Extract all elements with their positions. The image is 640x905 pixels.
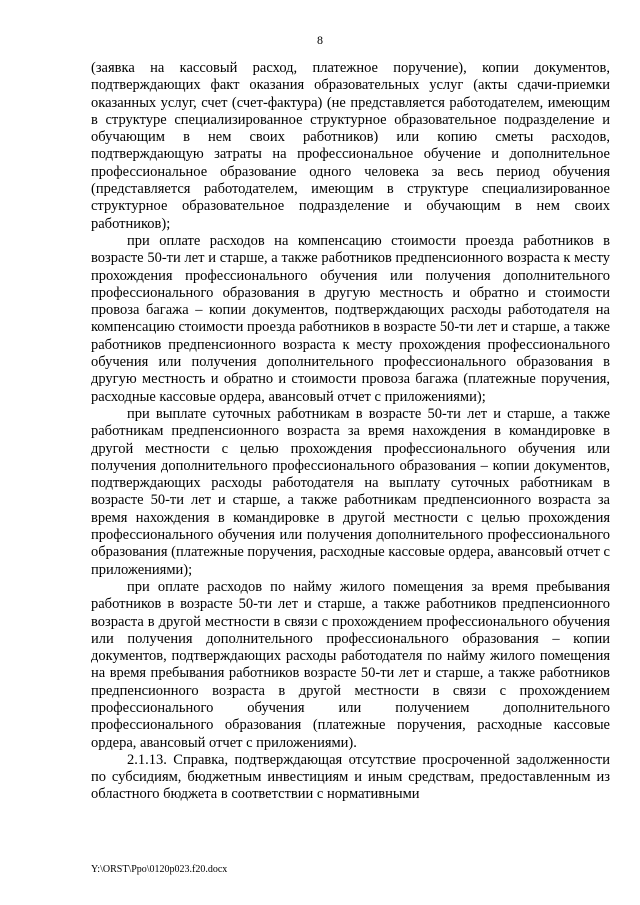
paragraph-daily-allowance: при выплате суточных работникам в возрасте 50-ти лет и старше, а также работникам предпенсионного возраста за время нахождения в командировке в другой местности с целью прохождения профессионального обучения или получения дополнительного профессионального образования – копии документов, подтверждающих расходы работодателя на выплату суточных работникам в возрасте 50-ти лет и старше, а также работникам предпенсионного возраста за время нахождения в командировке в другой местности с целью прохождения профессионального обучения или получения дополнительного профессионального образования (платежные поручения, расходные кассовые ордера, авансовый отчет с приложениями); <box>91 405 610 578</box>
paragraph-housing-rent: при оплате расходов по найму жилого помещения за время пребывания работников в возрасте 50-ти лет и старше, а также работников предпенсионного возраста в другой местности в связи с прохождением профессионального обучения или получения дополнительного профессионального образования – копии документов, подтверждающих расходы работодателя по найму жилого помещения на время пребывания работников возрасте 50-ти лет и старше, а также работников предпенсионного возраста в другой местности в связи с прохождением профессионального обучения или получением дополнительного профессионального образования (платежные поручения, расходные кассовые ордера, авансовый отчет с приложениями). <box>91 578 610 751</box>
paragraph-continuation: (заявка на кассовый расход, платежное поручение), копии документов, подтверждающих факт оказания образовательных услуг (акты сдачи-приемки оказанных услуг, счет (счет-фактура) (не представляется работодателем, имеющим в структуре специализированное структурное образовательное подразделение и обучающим в нем своих работников) или копию сметы расходов, подтверждающую затраты на профессиональное обучение и дополнительное профессиональное образование одного человека за весь период обучения (представляется работодателем, имеющим в структуре специализированное структурное образовательное подразделение и обучающим в нем своих работников); <box>91 60 610 232</box>
page-number: 8 <box>317 33 323 47</box>
paragraph-2-1-13: 2.1.13. Справка, подтверждающая отсутствие просроченной задолженности по субсидиям, бюджетным инвестициям и иным средствам, предоставленным из областного бюджета в соответствии с нормативными <box>91 751 610 803</box>
paragraph-travel-compensation: при оплате расходов на компенсацию стоимости проезда работников в возрасте 50-ти лет и старше, а также работников предпенсионного возраста к месту прохождения профессионального обучения или получения дополнительного профессионального образования в другую местность и обратно и стоимости провоза багажа – копии документов, подтверждающих расходы работодателя на компенсацию стоимости проезда работников в возрасте 50-ти лет и старше, а также работников предпенсионного возраста к месту прохождения профессионального обучения или получения дополнительного профессионального образования в другую местность и обратно и стоимости провоза багажа (платежные поручения, расходные кассовые ордера, авансовый отчет с приложениями); <box>91 232 610 405</box>
footer-file-path: Y:\ORST\Ppo\0120p023.f20.docx <box>91 864 228 875</box>
document-body <box>91 60 610 804</box>
